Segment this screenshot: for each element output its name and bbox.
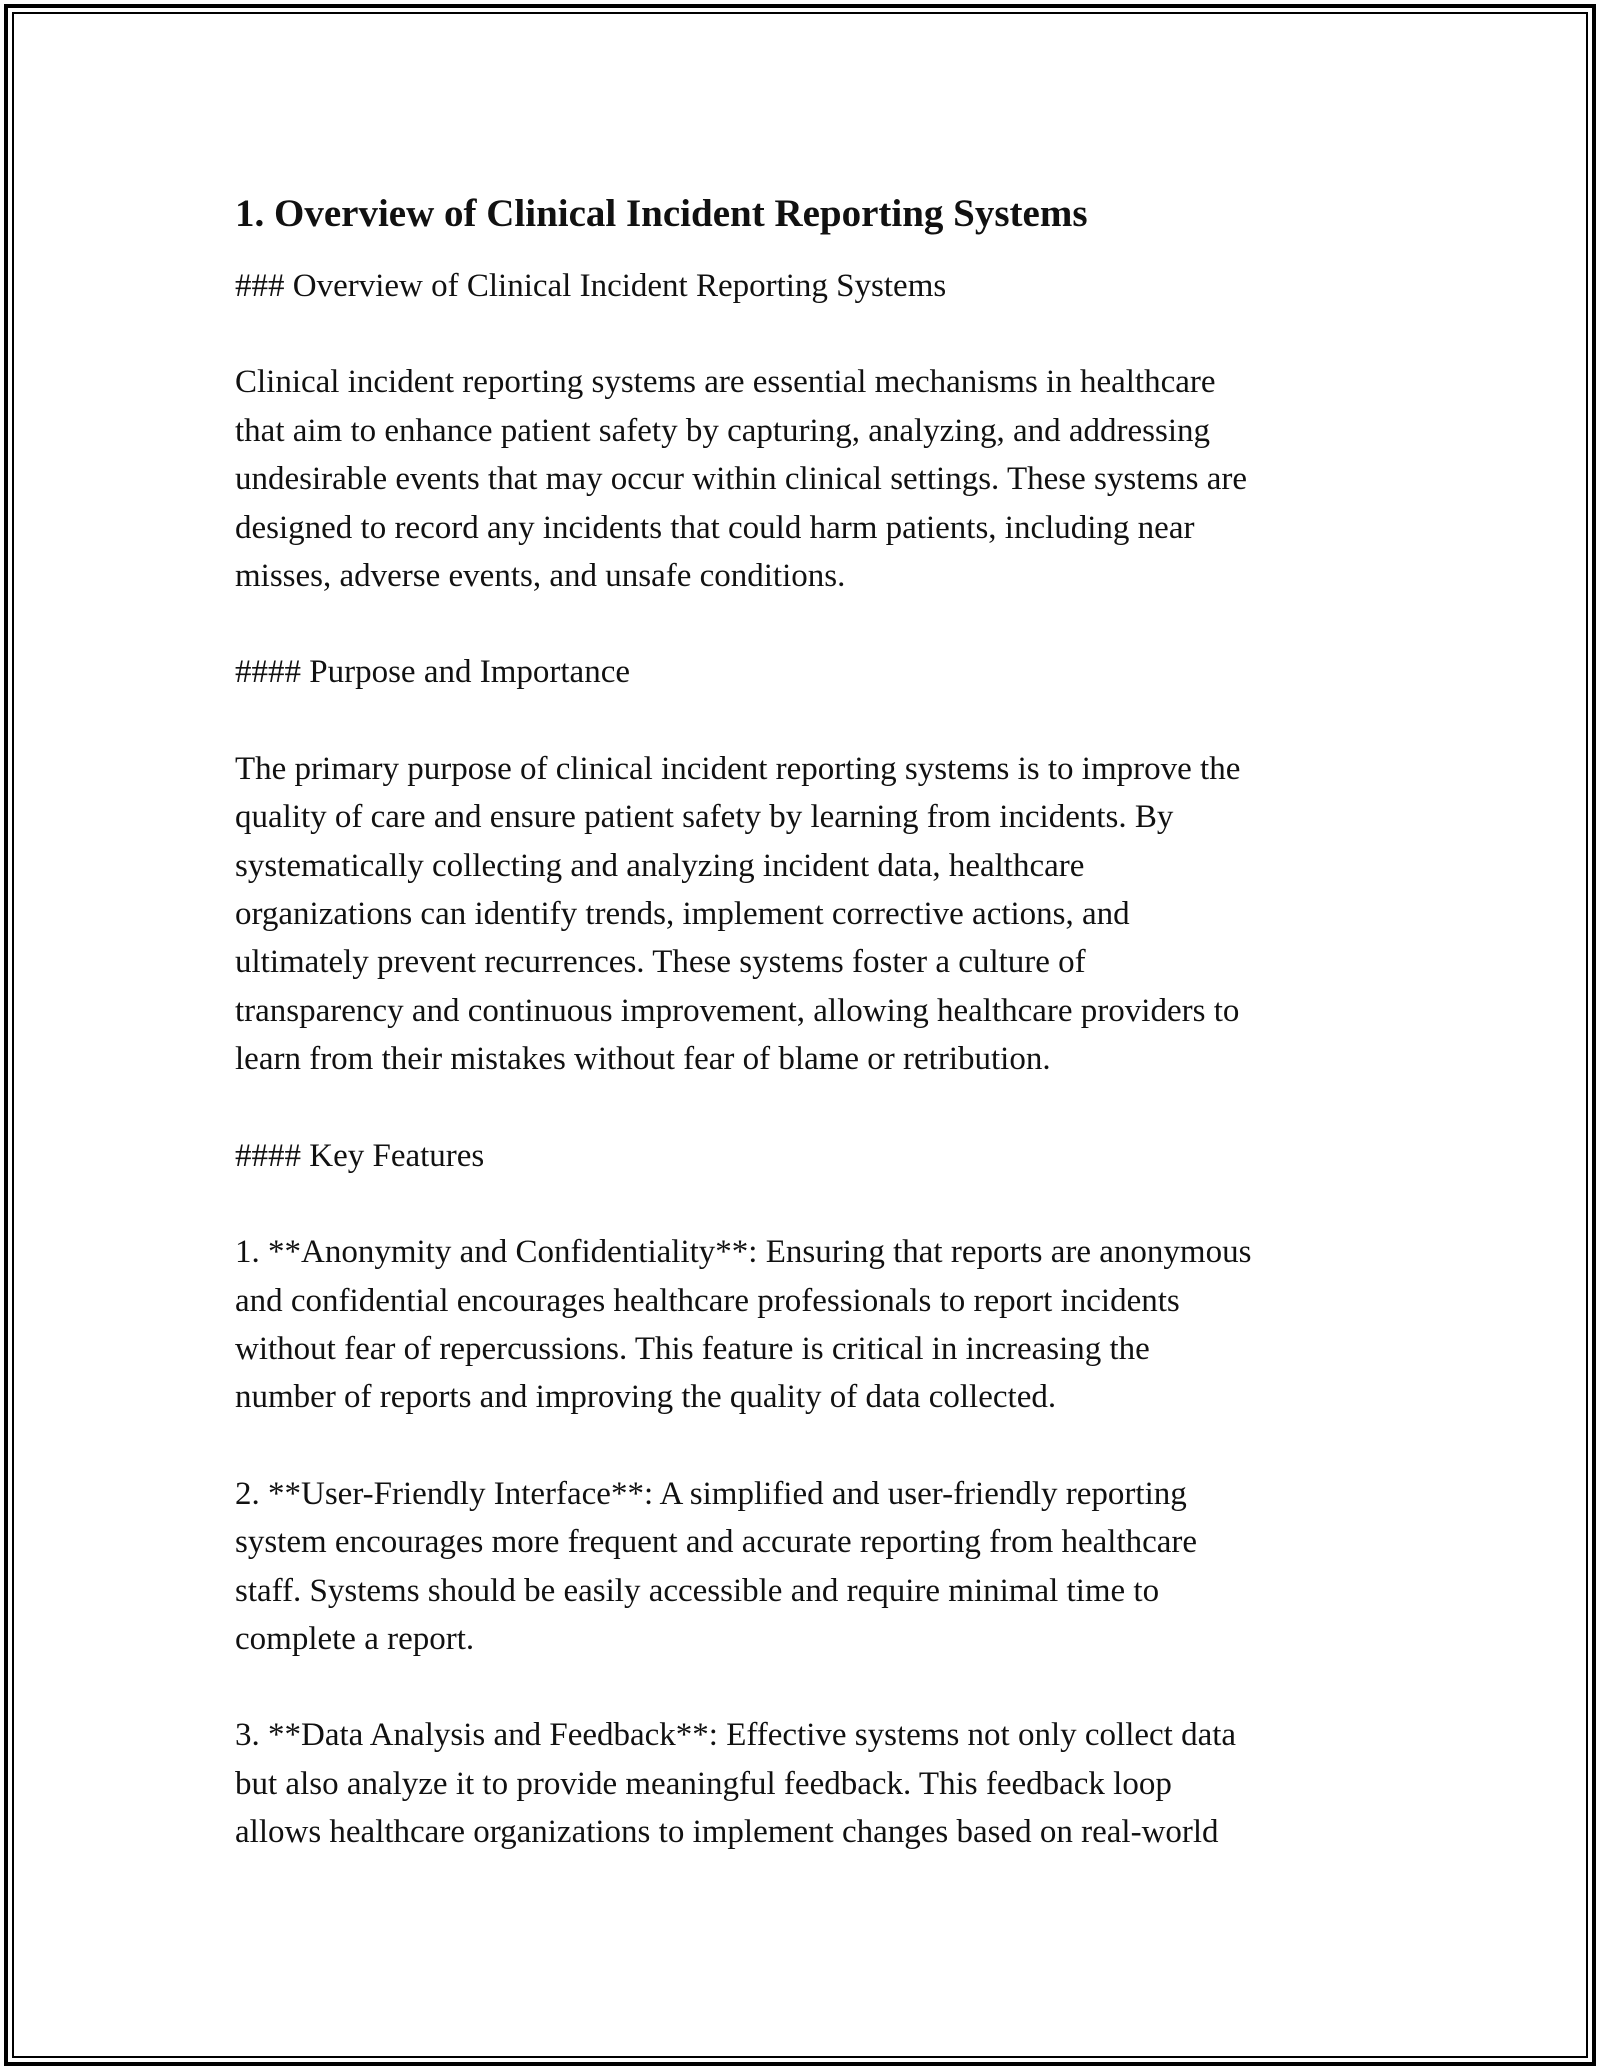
document-body (235, 186, 1375, 1905)
subheading-key-features: #### Key Features (235, 1137, 485, 1174)
paragraph-intro: Clinical incident reporting systems are essential mechanisms in healthcare that aim to enhance patient safety by capturing, analyzing, and addressing undesirable events that may occur within clinical settings. These systems are designed to record any incidents that could harm patients, including near misses, adverse events, and unsafe conditions. (235, 364, 1248, 595)
subheading-overview: ### Overview of Clinical Incident Reporting Systems (235, 268, 947, 304)
document-title: 1. Overview of Clinical Incident Reporting Systems (235, 192, 1088, 235)
subheading-purpose: #### Purpose and Importance (235, 654, 630, 691)
paragraph-purpose: The primary purpose of clinical incident reporting systems is to improve the quality of care and ensure patient safety by learning from incidents. By systematically collecting and analyzing incident data, healthcare organizations can identify trends, implement corrective actions, and ultimately prevent recurrences. These systems foster a culture of transparency and continuous improvement, allowing healthcare providers to learn from their mistakes without fear of blame or retribution. (235, 750, 1241, 1078)
feature-item-anonymity: 1. **Anonymity and Confidentiality**: Ensuring that reports are anonymous and confidential encourages healthcare professionals to report incidents without fear of repercussions. This feature is critical in increasing the number of reports and improving the quality of data collected. (235, 1234, 1252, 1416)
feature-item-interface: 2. **User-Friendly Interface**: A simplified and user-friendly reporting system encourages more frequent and accurate reporting from healthcare staff. Systems should be easily accessible and require minimal time to complete a report. (235, 1475, 1198, 1657)
feature-item-data-analysis: 3. **Data Analysis and Feedback**: Effective systems not only collect data but also analyze it to provide meaningful feedback. This feedback loop allows healthcare organizations to implement changes based on real-world (235, 1717, 1237, 1851)
